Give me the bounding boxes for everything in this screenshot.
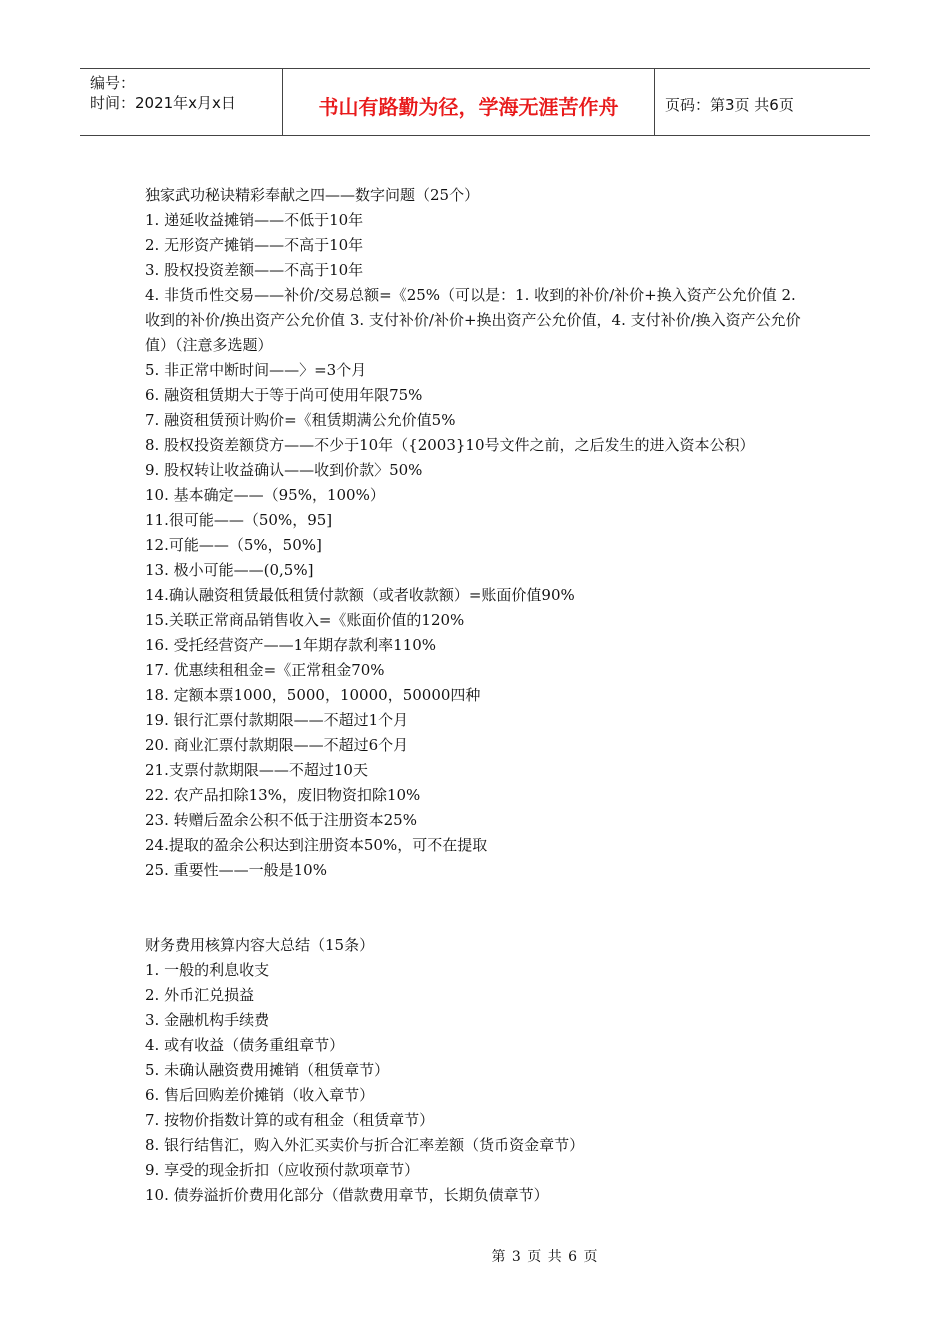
list-item: 23. 转赠后盈余公积不低于注册资本25% — [145, 811, 417, 829]
list-item: 1. 一般的利息收支 — [145, 961, 270, 979]
list-item: 13. 极小可能——(0,5%] — [145, 561, 314, 579]
list-item: 3. 金融机构手续费 — [145, 1011, 270, 1029]
list-item: 19. 银行汇票付款期限——不超过1个月 — [145, 711, 409, 729]
list-item: 4. 非货币性交易——补价/交易总额=《25%（可以是：1. 收到的补价/补价+换入资产公允价值 2. 收到的补价/换出资产公允价值 3. 支付补价/补价+换出资产公允价值，4. 支付补价/换入资产公允价值）（注意多选题） — [145, 286, 801, 354]
list-item: 8. 银行结售汇，购入外汇买卖价与折合汇率差额（货币资金章节） — [145, 1136, 585, 1154]
header-meta-cell — [80, 69, 283, 135]
header-motto: 书山有路勤为径，学海无涯苦作舟 — [283, 69, 655, 135]
list-item: 9. 享受的现金折扣（应收预付款项章节） — [145, 1161, 420, 1179]
list-item: 5. 未确认融资费用摊销（租赁章节） — [145, 1061, 390, 1079]
document-header — [80, 68, 870, 136]
section-title: 独家武功秘诀精彩奉献之四——数字问题（25个） — [145, 186, 480, 204]
list-item: 24.提取的盈余公积达到注册资本50%，可不在提取 — [145, 836, 488, 854]
list-item: 7. 融资租赁预计购价=《租赁期满公允价值5% — [145, 411, 456, 429]
list-item: 3. 股权投资差额——不高于10年 — [145, 261, 364, 279]
list-item: 16. 受托经营资产——1年期存款利率110% — [145, 636, 437, 654]
list-item: 4. 或有收益（债务重组章节） — [145, 1036, 345, 1054]
list-item: 15.关联正常商品销售收入=《账面价值的120% — [145, 611, 465, 629]
list-item: 14.确认融资租赁最低租赁付款额（或者收款额）=账面价值90% — [145, 586, 575, 604]
page-footer: 第 3 页 共 6 页 — [491, 1249, 599, 1265]
list-item: 9. 股权转让收益确认——收到价款〉50% — [145, 461, 423, 479]
header-page-code: 页码：第3页 共6页 — [665, 95, 794, 114]
list-item: 22. 农产品扣除13%，废旧物资扣除10% — [145, 786, 421, 804]
list-item: 6. 售后回购差价摊销（收入章节） — [145, 1086, 375, 1104]
section-list — [145, 958, 815, 1208]
list-item: 11.很可能——（50%，95] — [145, 511, 333, 529]
list-item: 2. 无形资产摊销——不高于10年 — [145, 236, 364, 254]
document-number-label: 编号： — [90, 74, 136, 92]
list-item: 17. 优惠续租租金=《正常租金70% — [145, 661, 385, 679]
list-item: 18. 定额本票1000，5000，10000，50000四种 — [145, 686, 481, 704]
list-item: 25. 重要性——一般是10% — [145, 861, 327, 879]
list-item: 20. 商业汇票付款期限——不超过6个月 — [145, 736, 409, 754]
list-item: 10. 债券溢折价费用化部分（借款费用章节，长期负债章节） — [145, 1186, 549, 1204]
document-body — [145, 183, 815, 1208]
list-item: 7. 按物价指数计算的或有租金（租赁章节） — [145, 1111, 435, 1129]
list-item: 6. 融资租赁期大于等于尚可使用年限75% — [145, 386, 423, 404]
section-list — [145, 208, 815, 883]
list-item: 12.可能——（5%，50%] — [145, 536, 322, 554]
section-spacer — [145, 883, 815, 933]
section-title: 财务费用核算内容大总结（15条） — [145, 936, 375, 954]
list-item: 1. 递延收益摊销——不低于10年 — [145, 211, 364, 229]
list-item: 8. 股权投资差额贷方——不少于10年（{2003}10号文件之前，之后发生的进入资本公积） — [145, 436, 755, 454]
document-time-label: 时间：2021年x月x日 — [90, 94, 236, 112]
list-item: 10. 基本确定——（95%，100%） — [145, 486, 385, 504]
list-item: 2. 外币汇兑损益 — [145, 986, 255, 1004]
list-item: 21.支票付款期限——不超过10天 — [145, 761, 368, 779]
list-item: 5. 非正常中断时间——〉=3个月 — [145, 361, 367, 379]
